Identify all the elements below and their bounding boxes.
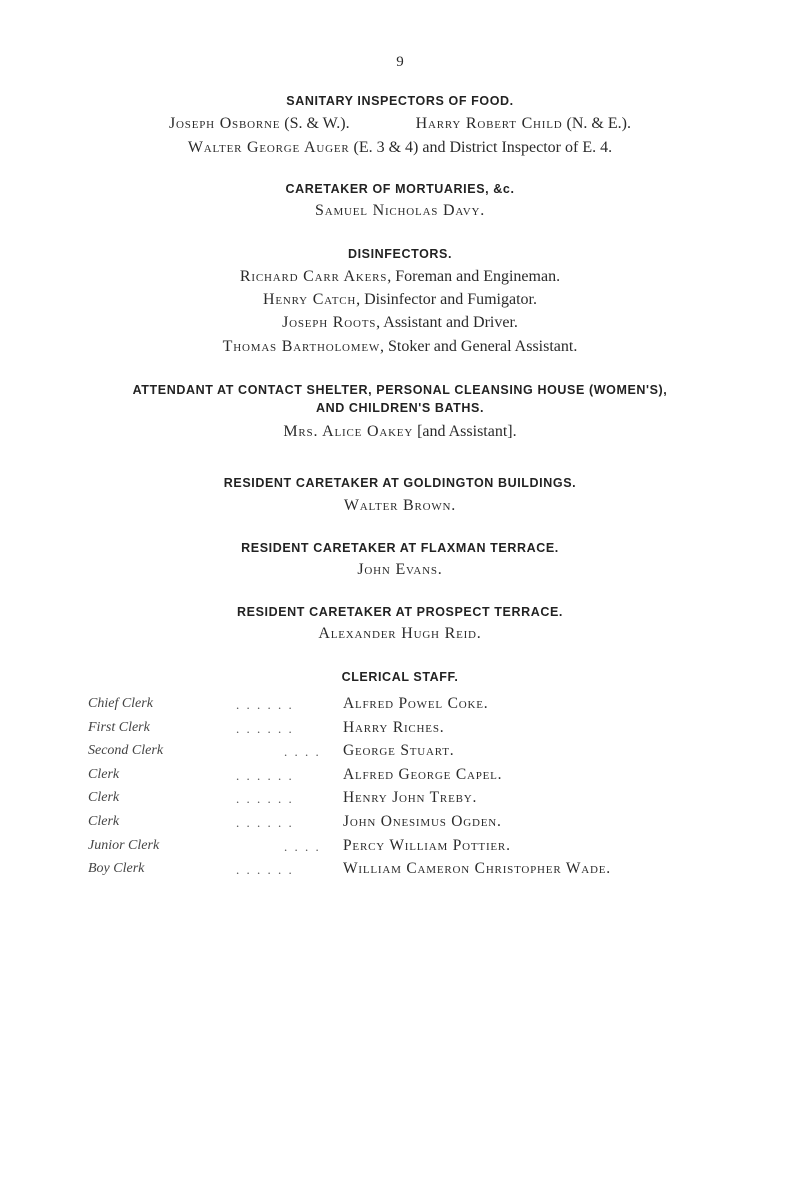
clerical-name: John Onesimus Ogden. [343, 813, 502, 830]
heading-goldington: RESIDENT CARETAKER AT GOLDINGTON BUILDINGS. [223, 476, 577, 490]
heading-sanitary-inspectors: SANITARY INSPECTORS OF FOOD. [286, 94, 514, 108]
disinfector-line-4 [0, 338, 800, 356]
heading-clerical-staff: CLERICAL STAFF. [341, 670, 459, 684]
inspector-name-child: Harry Robert Child [415, 115, 563, 132]
flaxman-caretaker-name: John Evans. [357, 561, 443, 578]
disinfector-role-catch: , Disinfector and Fumigator. [356, 291, 537, 308]
leader-dots: . . . . . . [236, 791, 294, 806]
heading-flaxman: RESIDENT CARETAKER AT FLAXMAN TERRACE. [241, 541, 559, 555]
clerical-name: William Cameron Christopher Wade. [343, 860, 611, 877]
leader-dots: . . . . . . [236, 768, 294, 783]
inspector-district-auger: (E. 3 & 4) and District Inspector of E. 4. [349, 139, 613, 156]
disinfector-name-catch: Henry Catch [263, 291, 357, 308]
clerical-role: Clerk [88, 767, 120, 782]
attendant-note: [and Assistant]. [413, 423, 517, 440]
disinfector-role-bartholomew: , Stoker and General Assistant. [380, 338, 578, 355]
inspector-name-auger: Walter George Auger [187, 139, 350, 156]
heading-prospect: RESIDENT CARETAKER AT PROSPECT TERRACE. [237, 605, 563, 619]
page-number: 9 [396, 54, 404, 70]
clerical-name: George Stuart. [343, 742, 455, 759]
disinfector-line-3 [0, 314, 800, 332]
inspector-name-osborne: Joseph Osborne [169, 115, 281, 132]
leader-dots: . . . . [284, 839, 321, 854]
disinfector-line-1 [0, 268, 800, 286]
heading-attendant-line-1: ATTENDANT AT CONTACT SHELTER, PERSONAL CLEANSING HOUSE (WOMEN'S), [132, 383, 668, 397]
clerical-role: Boy Clerk [88, 861, 145, 876]
clerical-name: Percy William Pottier. [343, 837, 511, 854]
clerical-role: Clerk [88, 814, 120, 829]
leader-dots: . . . . . . [236, 697, 294, 712]
mortuary-caretaker-name: Samuel Nicholas Davy. [315, 202, 485, 219]
heading-attendant-line-2: AND CHILDREN'S BATHS. [315, 401, 485, 415]
clerical-name: Harry Riches. [343, 719, 445, 736]
disinfector-name-bartholomew: Thomas Bartholomew [222, 338, 381, 355]
inspector-district-child: (N. & E.). [562, 115, 631, 132]
clerical-role: Junior Clerk [88, 838, 160, 853]
leader-dots: . . . . . . [236, 721, 294, 736]
disinfector-name-akers: Richard Carr Akers [239, 268, 388, 285]
disinfector-role-akers: , Foreman and Engineman. [387, 268, 561, 285]
leader-dots: . . . . . . [236, 815, 294, 830]
leader-dots: . . . . [284, 744, 321, 759]
clerical-role: Clerk [88, 790, 120, 805]
goldington-caretaker-name: Walter Brown. [343, 497, 457, 514]
sanitary-line-2 [0, 139, 800, 157]
disinfector-role-roots: , Assistant and Driver. [376, 314, 518, 331]
heading-caretaker-mortuaries: CARETAKER OF MORTUARIES, &c. [285, 182, 515, 196]
clerical-role: Second Clerk [88, 743, 164, 758]
clerical-name: Alfred Powel Coke. [343, 695, 489, 712]
attendant-name: Mrs. Alice Oakey [283, 423, 414, 440]
clerical-role: First Clerk [88, 720, 150, 735]
prospect-caretaker-name: Alexander Hugh Reid. [318, 625, 482, 642]
disinfector-line-2 [0, 291, 800, 309]
clerical-role: Chief Clerk [88, 696, 153, 711]
sanitary-line-1 [0, 115, 800, 133]
leader-dots: . . . . . . [236, 862, 294, 877]
disinfector-name-roots: Joseph Roots [282, 314, 377, 331]
heading-disinfectors: DISINFECTORS. [347, 247, 453, 261]
clerical-name: Alfred George Capel. [343, 766, 503, 783]
inspector-district-osborne: (S. & W.). [280, 115, 350, 132]
clerical-name: Henry John Treby. [343, 789, 478, 806]
attendant-line [0, 423, 800, 441]
